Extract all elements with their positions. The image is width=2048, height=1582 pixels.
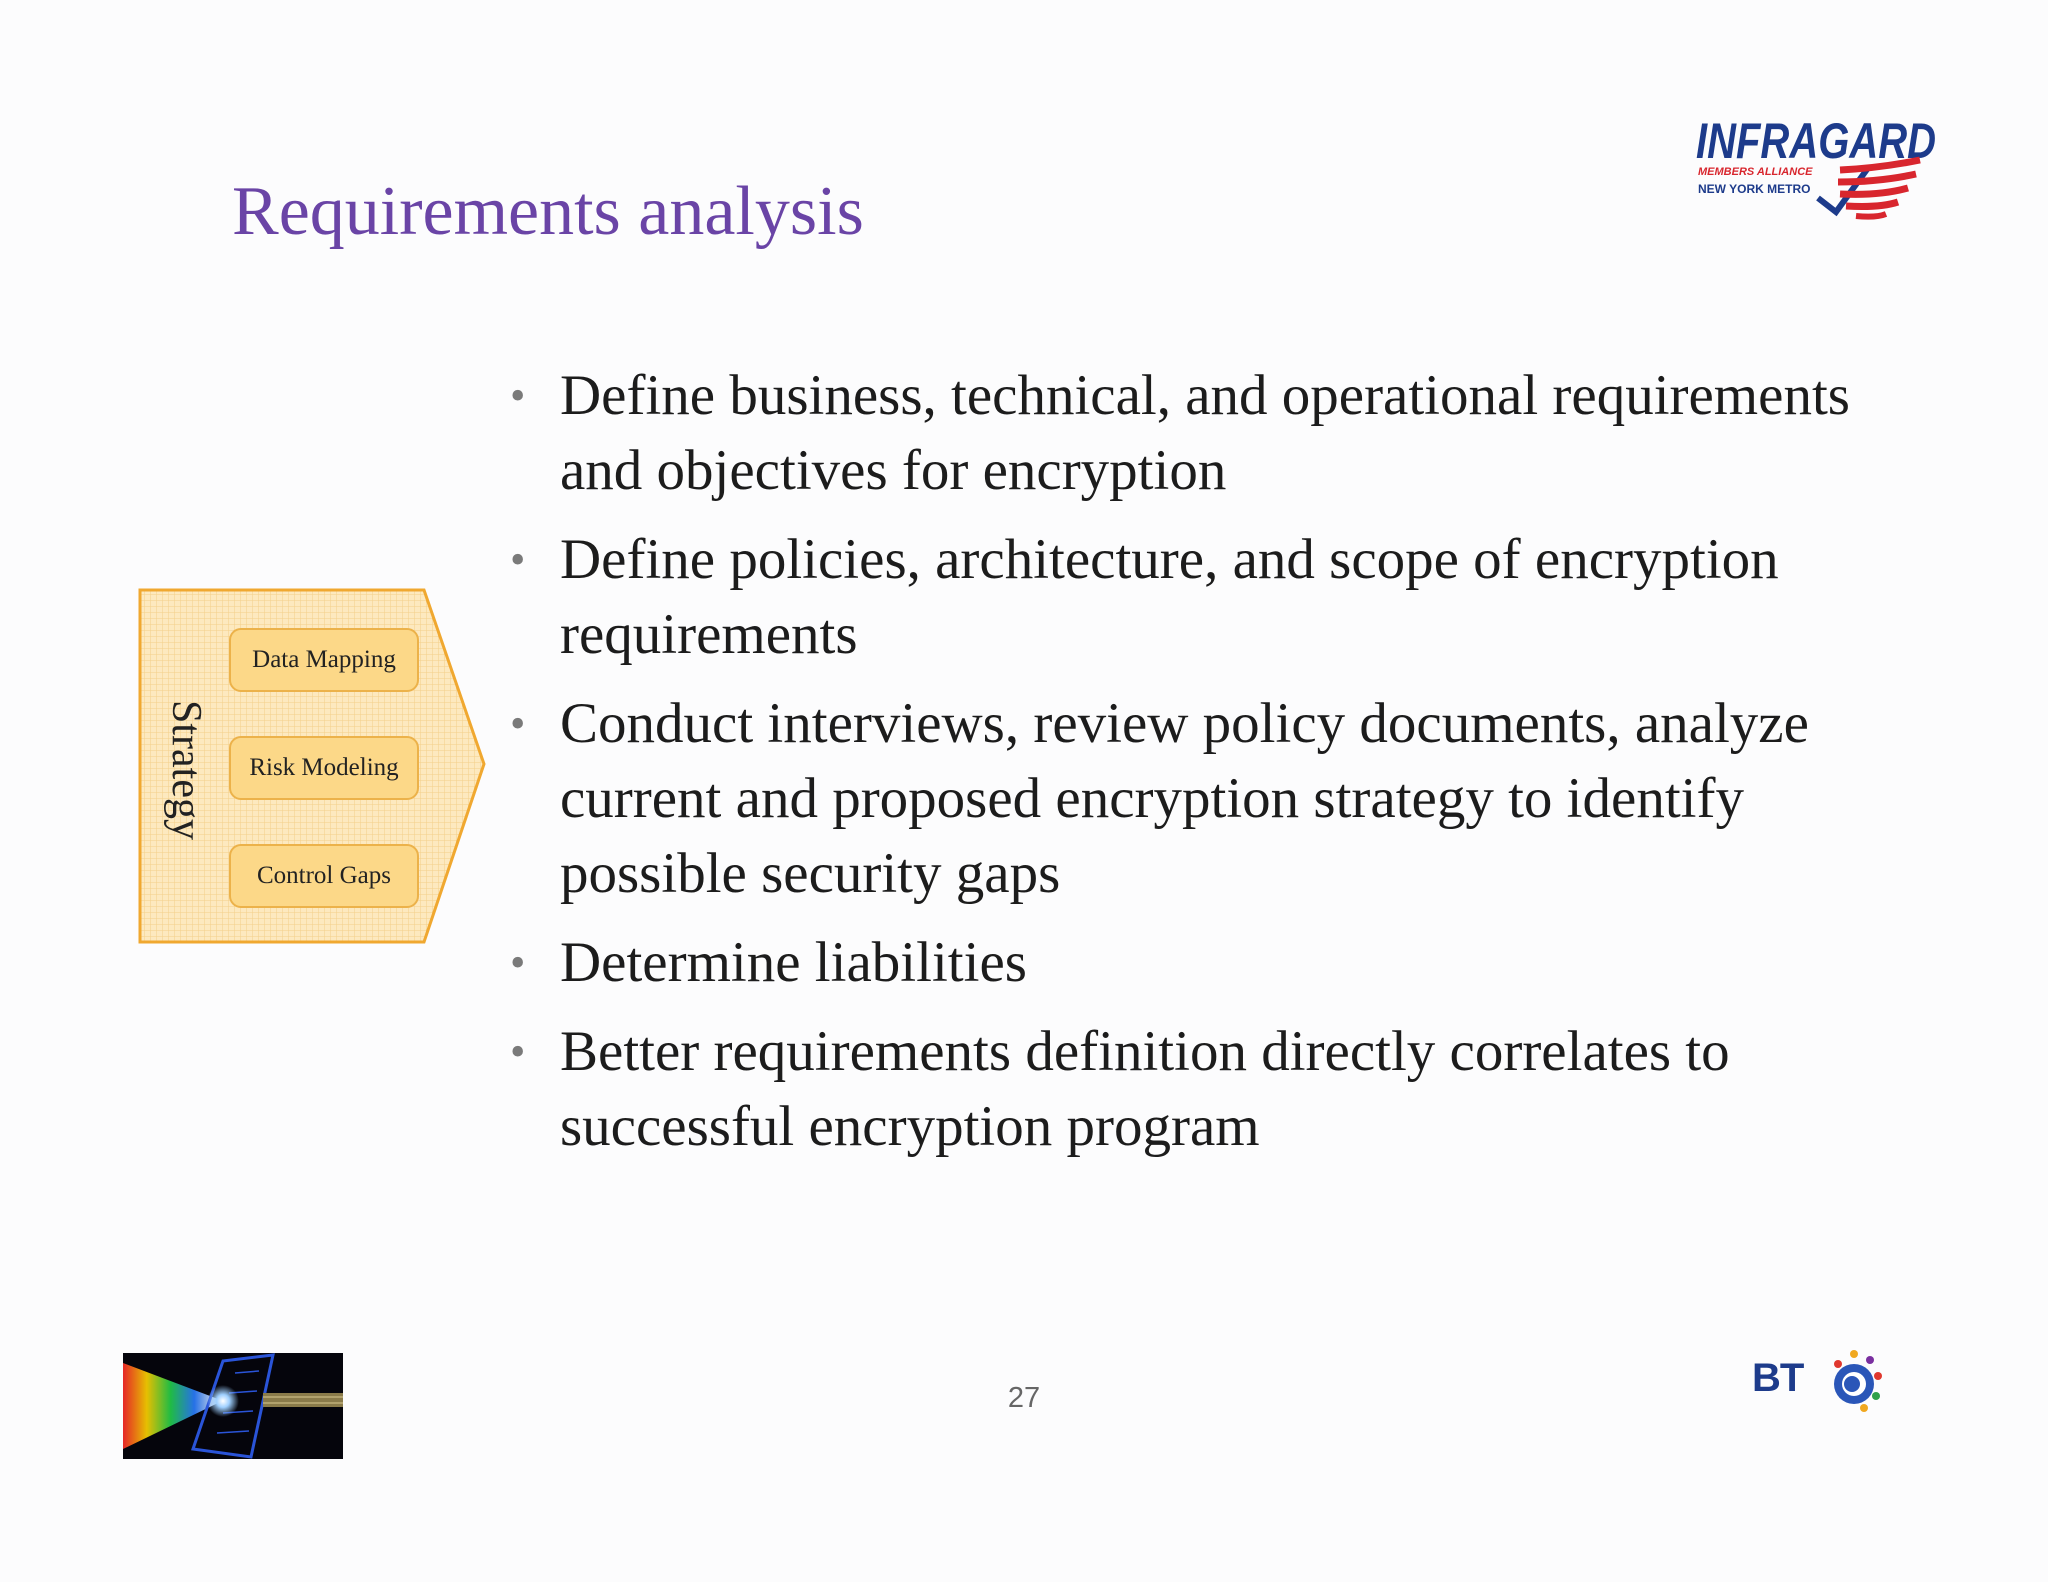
infragard-logo-name: INFRAGARD — [1696, 113, 1936, 169]
bullet-icon: • — [510, 1027, 526, 1076]
slide-title: Requirements analysis — [232, 173, 864, 250]
bullet-item: • Better requirements definition directly correlates to successful encryption program — [510, 1014, 1930, 1164]
page-number: 27 — [1007, 1382, 1041, 1414]
bullet-item: • Define business, technical, and operational requirements and objectives for encryption — [510, 358, 1930, 508]
infragard-logo-line1: MEMBERS ALLIANCE — [1698, 166, 1813, 178]
infragard-logo — [1690, 108, 1950, 228]
bullet-icon: • — [510, 535, 526, 584]
bt-logo-text: BT — [1752, 1356, 1804, 1400]
bullet-icon: • — [510, 699, 526, 748]
bt-logo — [1752, 1344, 1892, 1416]
control-gaps-box: Control Gaps — [229, 844, 419, 908]
bullet-item: • Define policies, architecture, and scope of encryption requirements — [510, 522, 1930, 672]
risk-modeling-box: Risk Modeling — [229, 736, 419, 800]
infragard-logo-line2: NEW YORK METRO — [1698, 182, 1811, 196]
data-mapping-box: Data Mapping — [229, 628, 419, 692]
bt-globe-icon — [1824, 1344, 1888, 1416]
bullet-list — [510, 358, 1930, 1178]
bullet-icon: • — [510, 371, 526, 420]
strategy-label: Strategy — [163, 700, 209, 840]
bullet-icon: • — [510, 938, 526, 987]
bullet-item: • Conduct interviews, review policy documents, analyze current and proposed encryption strategy to identify possible security gaps — [510, 686, 1930, 911]
encryption-thumbnail-image — [123, 1353, 343, 1459]
bullet-item: • Determine liabilities — [510, 925, 1930, 1000]
